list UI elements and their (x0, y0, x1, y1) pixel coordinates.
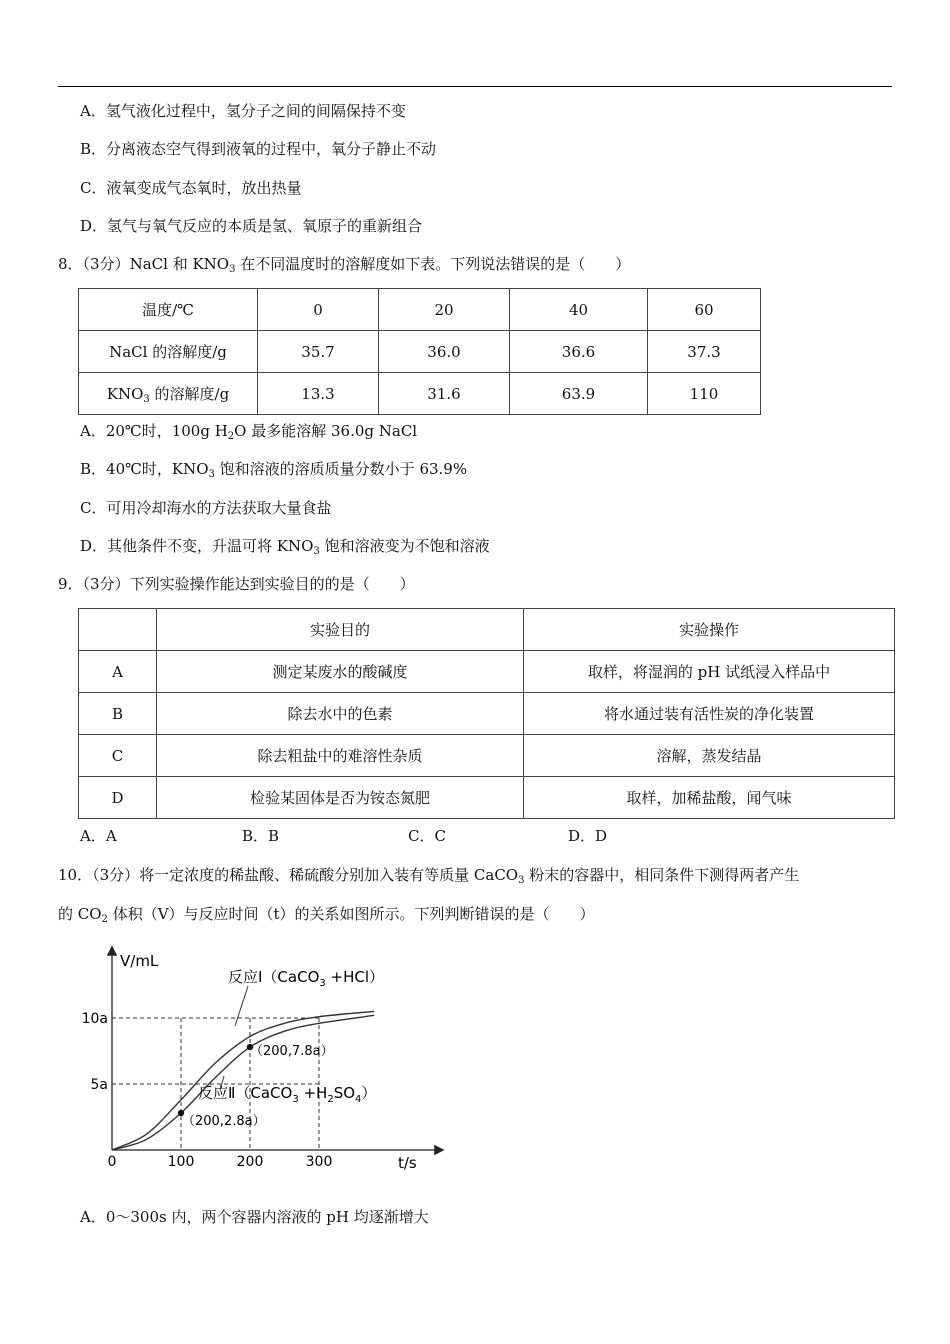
table-row (79, 777, 895, 819)
table-cell: 将水通过装有活性炭的净化装置 (524, 693, 895, 735)
q9-answers (0, 826, 950, 846)
solubility-table (78, 288, 761, 415)
table-row (79, 693, 895, 735)
q7-option-d: D．氢气与氧气反应的本质是氢、氧原子的重新组合 (80, 217, 423, 235)
table-cell: 37.3 (648, 331, 761, 373)
point-annotation: （200,2.8a） (182, 1114, 266, 1129)
x-tick-label: 0 (107, 1154, 117, 1170)
q9-answer-b: B．B (242, 827, 280, 845)
table-cell: NaCl 的溶解度/g (79, 331, 258, 373)
table-cell: 温度/℃ (79, 289, 258, 331)
y-tick-label: 10a (81, 1011, 108, 1027)
q9-answer-c: C．C (408, 827, 446, 845)
q9-answer-a: A．A (80, 827, 117, 845)
table-cell: $KNO_3$ 的溶解度/g (79, 373, 258, 415)
q8-option-d: D．其他条件不变，升温可将 $KNO_3$ 饱和溶液变为不饱和溶液 (80, 537, 490, 557)
table-cell: 溶解，蒸发结晶 (524, 735, 895, 777)
co2-volume-chart (70, 940, 460, 1180)
x-axis-label: t/s (398, 1154, 417, 1172)
x-tick-label: 200 (236, 1154, 264, 1170)
q9-answer-d: D．D (568, 827, 608, 845)
x-tick-label: 300 (305, 1154, 333, 1170)
series-label-2: 反应Ⅱ（CaCO$_3$ $+H_2SO_4$） (198, 1084, 377, 1105)
table-cell: 35.7 (258, 331, 379, 373)
table-cell: 0 (258, 289, 379, 331)
table-cell: 60 (648, 289, 761, 331)
table-cell: 实验操作 (524, 609, 895, 651)
table-cell: D (79, 777, 157, 819)
q8-option-c: C．可用冷却海水的方法获取大量食盐 (80, 499, 332, 517)
table-cell: 63.9 (510, 373, 648, 415)
q8-stem: 8．（3分）NaCl 和 $KNO_3$ 在不同温度时的溶解度如下表。下列说法错误的是（ ） (58, 255, 631, 275)
q7-option-b: B．分离液态空气得到液氧的过程中，氧分子静止不动 (80, 140, 437, 158)
series-1-leader (235, 986, 248, 1026)
table-row (79, 373, 761, 415)
q7-option-a: A．氢气液化过程中，氢分子之间的间隔保持不变 (80, 102, 406, 120)
table-cell: 13.3 (258, 373, 379, 415)
q10-stem-line2: 的 $CO_2$ 体积（V）与反应时间（t）的关系如图所示。下列判断错误的是（ ） (58, 905, 595, 925)
table-cell (79, 609, 157, 651)
table-cell: 20 (379, 289, 510, 331)
table-cell: 40 (510, 289, 648, 331)
x-tick-label: 100 (167, 1154, 195, 1170)
table-cell: 实验目的 (157, 609, 524, 651)
table-cell: 除去水中的色素 (157, 693, 524, 735)
q7-option-c: C．液氧变成气态氧时，放出热量 (80, 179, 302, 197)
q9-stem: 9．（3分）下列实验操作能达到实验目的的是（ ） (58, 575, 415, 593)
y-tick-label: 5a (90, 1077, 108, 1093)
table-cell: C (79, 735, 157, 777)
table-cell: B (79, 693, 157, 735)
table-cell: 测定某废水的酸碱度 (157, 651, 524, 693)
q10-stem-line1: 10．（3分）将一定浓度的稀盐酸、稀硫酸分别加入装有等质量 CaCO$_3$ 粉末的容器中，相同条件下测得两者产生 (58, 866, 800, 886)
table-row (79, 289, 761, 331)
table-row (79, 331, 761, 373)
header-rule (58, 86, 892, 87)
table-row (79, 735, 895, 777)
q8-option-b: B．40℃时，$KNO_3$ 饱和溶液的溶质质量分数小于 63.9% (80, 460, 468, 480)
table-cell: 取样，将湿润的 pH 试纸浸入样品中 (524, 651, 895, 693)
table-cell: 110 (648, 373, 761, 415)
series-line-1 (112, 1011, 377, 1150)
experiment-table (78, 608, 895, 819)
table-cell: 取样，加稀盐酸，闻气味 (524, 777, 895, 819)
point-annotation: （200,7.8a） (250, 1044, 334, 1059)
table-cell: A (79, 651, 157, 693)
table-row (79, 651, 895, 693)
table-cell: 36.6 (510, 331, 648, 373)
q8-option-a: A．20℃时，100g $H_2O$ 最多能溶解 36.0g NaCl (80, 422, 418, 442)
table-cell: 31.6 (379, 373, 510, 415)
q10-option-a: A．0～300s 内，两个容器内溶液的 pH 均逐渐增大 (80, 1208, 429, 1226)
table-cell: 36.0 (379, 331, 510, 373)
series-label-1: 反应Ⅰ（CaCO$_3$ +HCl） (228, 968, 385, 989)
table-cell: 检验某固体是否为铵态氮肥 (157, 777, 524, 819)
table-cell: 除去粗盐中的难溶性杂质 (157, 735, 524, 777)
table-row (79, 609, 895, 651)
y-axis-label: V/mL (120, 952, 159, 970)
